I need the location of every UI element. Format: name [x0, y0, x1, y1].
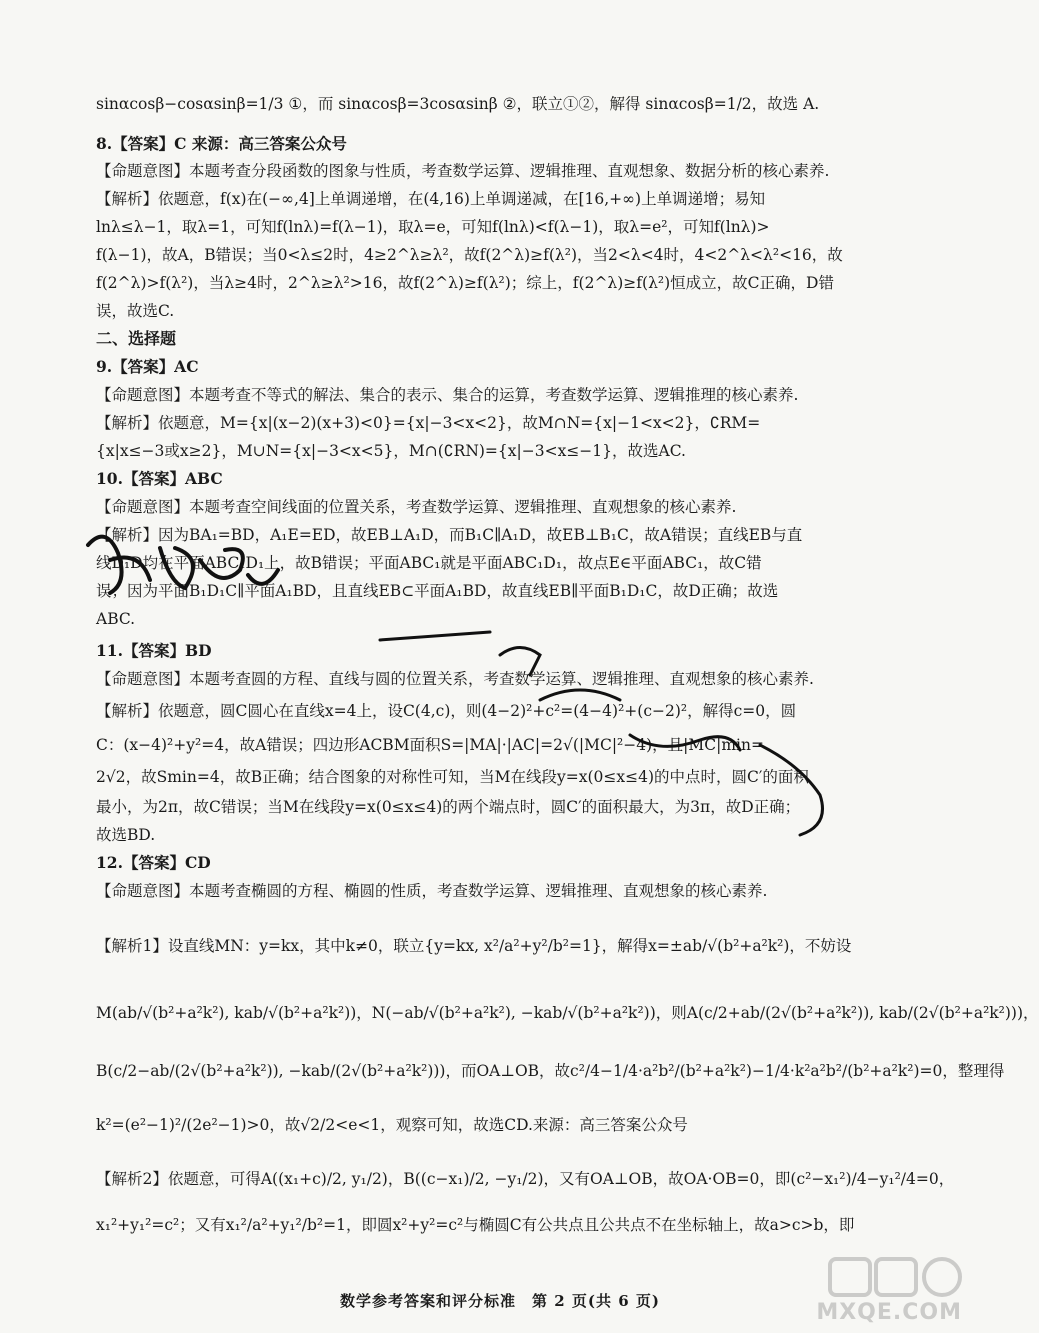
text-line: f(λ−1)，故A，B错误；当0<λ≤2时，4≥2^λ≥λ²，故f(2^λ)≥f(λ²)，当2<λ<4时，4<2^λ<λ²<16，故 — [96, 246, 843, 264]
text-line: 线D₁D均在平面ABC₁D₁上，故B错误；平面ABC₁就是平面ABC₁D₁，故点E∈平面ABC₁，故C错 — [96, 554, 762, 572]
text-line: 2√2，故Smin=4，故B正确；结合图象的对称性可知，当M在线段y=x(0≤x≤4)的中点时，圆C′的面积 — [96, 768, 809, 786]
answer-header-9: 9.【答案】AC — [96, 357, 199, 376]
text-line: 【解析】依题意，圆C圆心在直线x=4上，设C(4,c)，则(4−2)²+c²=(4−4)²+(c−2)²，解得c=0，圆 — [96, 702, 797, 720]
answer-header-10: 10.【答案】ABC — [96, 469, 223, 488]
text-line: M(ab/√(b²+a²k²), kab/√(b²+a²k²))，N(−ab/√(b²+a²k²), −kab/√(b²+a²k²))，则A(c/2+ab/(2√(b²+a²k²)), kab/(2√(b²+a²k²)))， — [96, 1004, 1039, 1022]
text-line: B(c/2−ab/(2√(b²+a²k²)), −kab/(2√(b²+a²k²)))，而OA⊥OB，故c²/4−1/4·a²b²/(b²+a²k²)−1/4·k²a²b²/(b²+a²k²)=0，整理得 — [96, 1062, 1005, 1080]
text-line: 故选BD. — [96, 826, 156, 844]
text-line: {x|x≤−3或x≥2}，M∪N={x|−3<x<5}，M∩(∁RN)={x|−3<x≤−1}，故选AC. — [96, 442, 686, 460]
section-heading: 二、选择题 — [96, 329, 177, 348]
text-line: 【解析】依题意，f(x)在(−∞,4]上单调递增，在(4,16)上单调递减，在[16,+∞)上单调递增；易知 — [96, 190, 766, 208]
answer-header-12: 12.【答案】CD — [96, 853, 211, 872]
text-line: ABC. — [96, 610, 136, 628]
text-line: 【命题意图】本题考查椭圆的方程、椭圆的性质，考查数学运算、逻辑推理、直观想象的核心素养. — [96, 882, 768, 900]
text-line: 【解析1】设直线MN：y=kx，其中k≠0，联立{y=kx, x²/a²+y²/b²=1}，解得x=±ab/√(b²+a²k²)，不妨设 — [96, 937, 852, 955]
text-line: sinαcosβ−cosαsinβ=1/3 ①，而 sinαcosβ=3cosαsinβ ②，联立①②，解得 sinαcosβ=1/2，故选 A. — [96, 95, 820, 113]
text-line: k²=(e²−1)²/(2e²−1)>0，故√2/2<e<1，观察可知，故选CD.来源：高三答案公众号 — [96, 1116, 688, 1134]
text-line: 【命题意图】本题考查圆的方程、直线与圆的位置关系，考查数学运算、逻辑推理、直观想象的核心素养. — [96, 670, 814, 688]
text-line: 最小，为2π，故C错误；当M在线段y=x(0≤x≤4)的两个端点时，圆C′的面积最大，为3π，故D正确； — [96, 798, 801, 816]
answer-header-8: 8.【答案】C 来源：高三答案公众号 — [96, 134, 347, 153]
text-line: 误；因为平面B₁D₁C∥平面A₁BD，且直线EB⊂平面A₁BD，故直线EB∥平面B₁D₁C，故D正确；故选 — [96, 582, 779, 600]
text-line: 【命题意图】本题考查分段函数的图象与性质，考查数学运算、逻辑推理、直观想象、数据分析的核心素养. — [96, 162, 830, 180]
answer-header-11: 11.【答案】BD — [96, 641, 212, 660]
text-line: 【解析2】依题意，可得A((x₁+c)/2, y₁/2)，B((c−x₁)/2, −y₁/2)，又有OA⊥OB，故OA·OB=0，即(c²−x₁²)/4−y₁²/4=0， — [96, 1170, 955, 1188]
text-line: 【解析】依题意，M={x|(x−2)(x+3)<0}={x|−3<x<2}，故M∩N={x|−1<x<2}，∁RM= — [96, 414, 761, 432]
watermark-text: MXQE.COM — [816, 1300, 962, 1325]
text-line: 【命题意图】本题考查空间线面的位置关系，考查数学运算、逻辑推理、直观想象的核心素养. — [96, 498, 737, 516]
text-line: lnλ≤λ−1，取λ=1，可知f(lnλ)=f(λ−1)，取λ=e，可知f(lnλ)<f(λ−1)，取λ=e²，可知f(lnλ)> — [96, 218, 770, 236]
text-line: 【命题意图】本题考查不等式的解法、集合的表示、集合的运算，考查数学运算、逻辑推理的核心素养. — [96, 386, 799, 404]
text-line: x₁²+y₁²=c²；又有x₁²/a²+y₁²/b²=1，即圆x²+y²=c²与椭圆C有公共点且公共点不在坐标轴上，故a>c>b，即 — [96, 1216, 855, 1234]
text-line: 误，故选C. — [96, 302, 175, 320]
text-line: f(2^λ)>f(λ²)，当λ≥4时，2^λ≥λ²>16，故f(2^λ)≥f(λ²)；综上，f(2^λ)≥f(λ²)恒成立，故C正确，D错 — [96, 274, 834, 292]
page-footer: 数学参考答案和评分标准 第 2 页(共 6 页) — [340, 1292, 660, 1310]
text-line: 【解析】因为BA₁=BD，A₁E=ED，故EB⊥A₁D，而B₁C∥A₁D，故EB⊥B₁C，故A错误；直线EB与直 — [96, 526, 803, 544]
text-line: C：(x−4)²+y²=4，故A错误；四边形ACBM面积S=|MA|·|AC|=2√(|MC|²−4)，且|MC|min= — [96, 736, 764, 754]
